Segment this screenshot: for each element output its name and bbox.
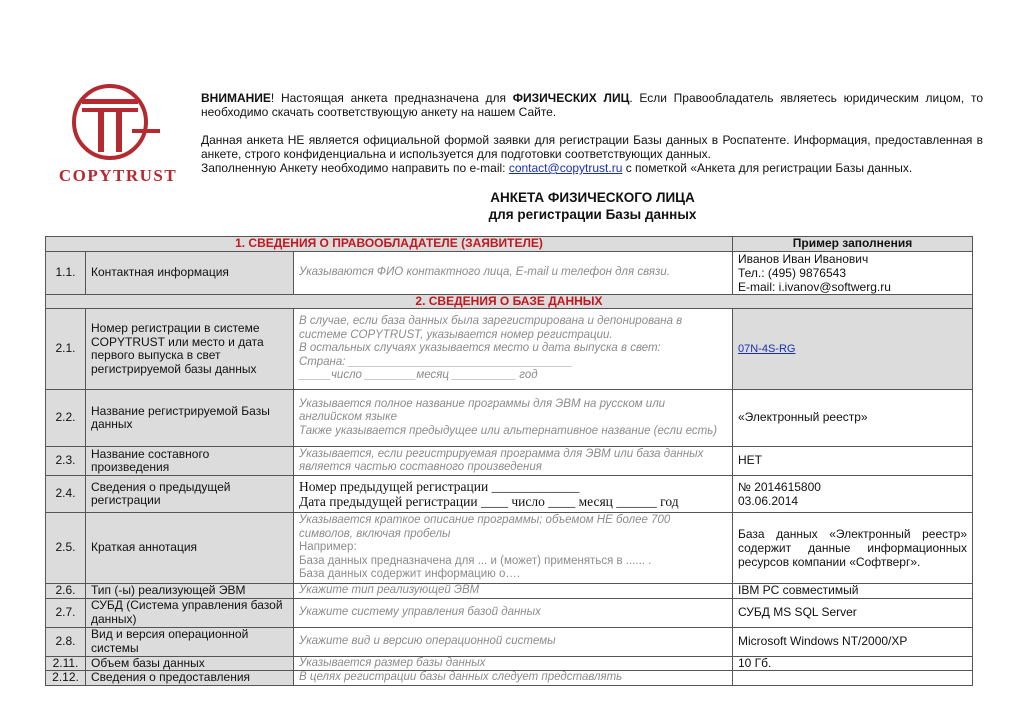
notice-paragraph-2: Данная анкета НЕ является официальной формой заявки для регистрации Базы данных в Роспатенте. Информация, предоставленная в анкете, строго конфиденциальна и используется для подготовки соответствующих данных. Заполненную Анкету необходимо направить по e-mail: contact@copytrust.ru с пометкой «Анкета для регистрации Базы данных. <box>201 133 983 175</box>
field-label: Краткая аннотация <box>86 513 294 584</box>
notice-paragraph-1: ВНИМАНИЕ! Настоящая анкета предназначена для ФИЗИЧЕСКИХ ЛИЦ. Если Правообладатель являетесь юридическим лицом, то необходимо скачать соответствующую анкету на нашем Сайте. <box>201 91 983 119</box>
row-2-12: 2.12. Сведения о предоставления В целях регистрации базы данных следует представлять <box>46 671 973 686</box>
row-2-6: 2.6. Тип (-ы) реализующей ЭВМ Укажите тип реализующей ЭВМ IBM PC совместимый <box>46 584 973 599</box>
row-2-5: 2.5. Краткая аннотация Указывается краткое описание программы; объемом НЕ более 700 символов, включая пробелы Например: База данных предназначена для ... и (может) применяться в ...... . База данных содержит информацию о…. База данных «Электронный реестр» содержит данные информационных ресурсов компании «Софтверг». <box>46 513 973 584</box>
section-1-title: 1. СВЕДЕНИЯ О ПРАВООБЛАДАТЕЛЕ (ЗАЯВИТЕЛЕ) <box>46 237 733 252</box>
row-2-2: 2.2. Название регистрируемой Базы данных Указывается полное название программы для ЭВМ на русском или английском языке Также указывается предыдущее или альтернативное название (если есть) «Электронный реестр» <box>46 390 973 447</box>
section-2-title: 2. СВЕДЕНИЯ О БАЗЕ ДАННЫХ <box>46 294 973 309</box>
row-2-11: 2.11. Объем базы данных Указывается размер базы данных 10 Гб. <box>46 656 973 671</box>
field-label: Номер регистрации в системе COPYTRUST или место и дата первого выпуска в свет регистрируемой базы данных <box>86 309 294 390</box>
example-value: СУБД MS SQL Server <box>733 598 973 627</box>
document-title: АНКЕТА ФИЗИЧЕСКОГО ЛИЦА для регистрации Базы данных <box>488 190 697 222</box>
copytrust-logo <box>50 83 186 188</box>
example-value: База данных «Электронный реестр» содержит данные информационных ресурсов компании «Софтверг». <box>733 513 973 584</box>
row-2-4: 2.4. Сведения о предыдущей регистрации Номер предыдущей регистрации _____________ Дата предыдущей регистрации ____ число ____ месяц ______ год № 2014615800 03.06.2014 <box>46 476 973 513</box>
field-hint[interactable]: Укажите вид и версию операционной системы <box>294 627 733 656</box>
example-value: 10 Гб. <box>733 656 973 671</box>
example-column-header: Пример заполнения <box>733 237 973 252</box>
field-hint[interactable]: Указываются ФИО контактного лица, E-mail и телефон для связи. <box>294 251 733 294</box>
field-hint[interactable]: Указывается краткое описание программы; объемом НЕ более 700 символов, включая пробелы Например: База данных предназначена для ... и (может) применяться в ...... . База данных содержит информацию о…. <box>294 513 733 584</box>
example-value: Microsoft Windows NT/2000/XP <box>733 627 973 656</box>
example-value <box>733 309 973 390</box>
example-value: № 2014615800 03.06.2014 <box>733 476 973 513</box>
example-value: Иванов Иван Иванович Тел.: (495) 9876543 E-mail: i.ivanov@softwerg.ru <box>733 251 973 294</box>
row-1-1: 1.1. Контактная информация Указываются ФИО контактного лица, E-mail и телефон для связи. Иванов Иван Иванович Тел.: (495) 9876543 E-mail: i.ivanov@softwerg.ru <box>46 251 973 294</box>
field-hint[interactable]: Укажите тип реализующей ЭВМ <box>294 584 733 599</box>
registration-number-example[interactable]: 07N-4S-RG <box>738 342 796 355</box>
field-label: Сведения о предыдущей регистрации <box>86 476 294 513</box>
field-label: СУБД (Система управления базой данных) <box>86 598 294 627</box>
field-label: Объем базы данных <box>86 656 294 671</box>
notice-attention: ВНИМАНИЕ <box>201 91 271 105</box>
field-hint[interactable]: Указывается полное название программы для ЭВМ на русском или английском языке Также указывается предыдущее или альтернативное название (если есть) <box>294 390 733 447</box>
field-label: Название регистрируемой Базы данных <box>86 390 294 447</box>
field-hint[interactable]: Указывается размер базы данных <box>294 656 733 671</box>
row-2-1: 2.1. Номер регистрации в системе COPYTRUST или место и дата первого выпуска в свет регистрируемой базы данных В случае, если база данных была зарегистрирована и депонирована в системе COPYTRUST, указывается номер регистрации. В остальных случаях указывается место и дата выпуска в свет: Страна: ___________________________________ _____число ________месяц __________ год 07N-4S-RG <box>46 309 973 390</box>
row-2-3: 2.3. Название составного произведения Указывается, если регистрируемая программа для ЭВМ или база данных является частью составного произведения НЕТ <box>46 447 973 476</box>
field-hint[interactable]: Номер предыдущей регистрации _____________ Дата предыдущей регистрации ____ число ____ месяц ______ год <box>294 476 733 513</box>
copytrust-emblem-icon <box>72 83 164 161</box>
section-1-header-row <box>46 237 973 252</box>
example-value: «Электронный реестр» <box>733 390 973 447</box>
field-label: Название составного произведения <box>86 447 294 476</box>
field-hint[interactable]: В случае, если база данных была зарегистрирована и депонирована в системе COPYTRUST, указывается номер регистрации. В остальных случаях указывается место и дата выпуска в свет: Страна: ___________________________________ _____число ________месяц __________ год <box>294 309 733 390</box>
field-label: Вид и версия операционной системы <box>86 627 294 656</box>
example-value: IBM PC совместимый <box>733 584 973 599</box>
example-value <box>733 671 973 686</box>
row-2-7: 2.7. СУБД (Система управления базой данных) Укажите систему управления базой данных СУБД MS SQL Server <box>46 598 973 627</box>
notice-block <box>201 91 983 175</box>
field-hint[interactable]: Укажите систему управления базой данных <box>294 598 733 627</box>
questionnaire-table <box>45 236 973 686</box>
example-value: НЕТ <box>733 447 973 476</box>
field-label: Контактная информация <box>86 251 294 294</box>
field-label: Сведения о предоставления <box>86 671 294 686</box>
logo-text: COPYTRUST <box>58 166 178 185</box>
field-label: Тип (-ы) реализующей ЭВМ <box>86 584 294 599</box>
field-hint[interactable]: Указывается, если регистрируемая программа для ЭВМ или база данных является частью составного произведения <box>294 447 733 476</box>
section-2-header-row <box>46 294 973 309</box>
contact-email-link[interactable]: contact@copytrust.ru <box>508 161 623 175</box>
field-hint[interactable]: В целях регистрации базы данных следует представлять <box>294 671 733 686</box>
row-2-8: 2.8. Вид и версия операционной системы Укажите вид и версию операционной системы Microsoft Windows NT/2000/XP <box>46 627 973 656</box>
